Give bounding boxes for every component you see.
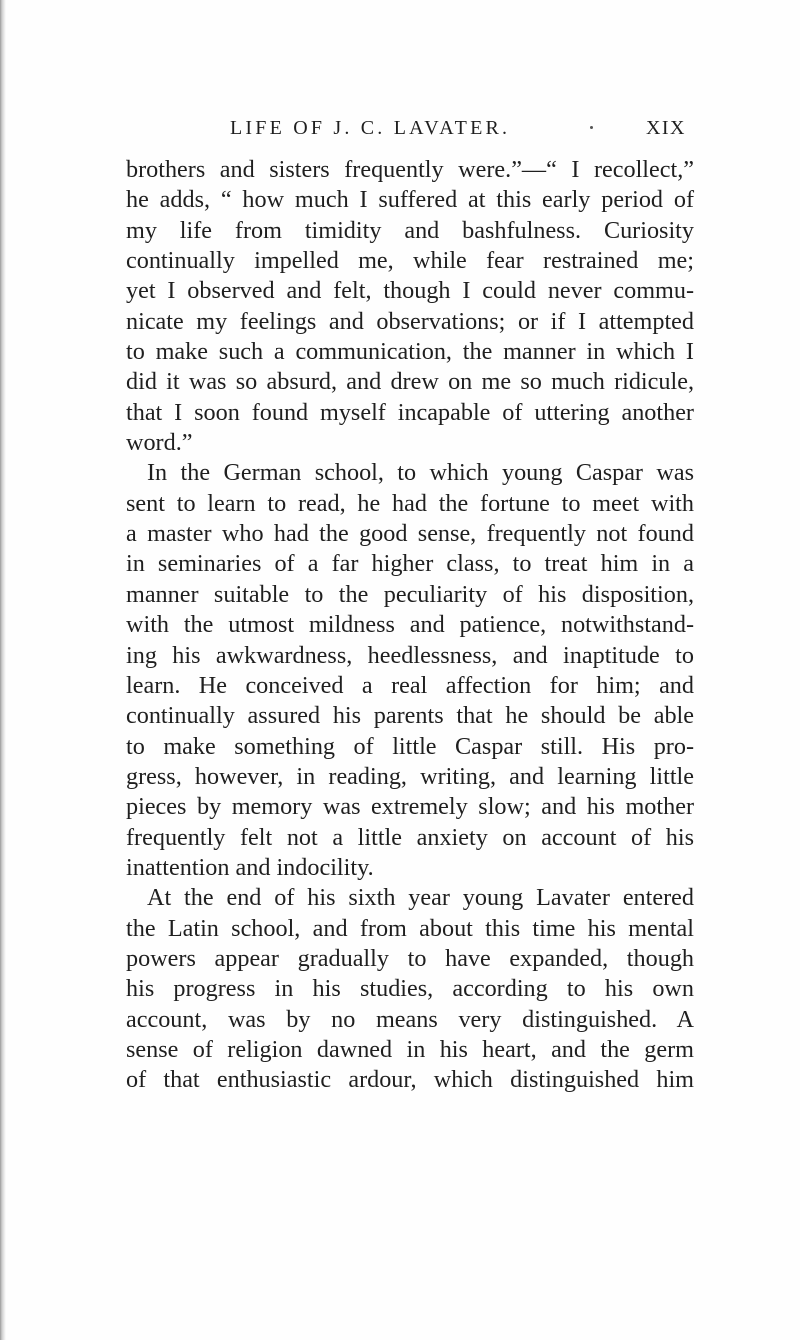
text-line: powers appear gradually to have expanded, though: [126, 944, 694, 972]
text-line: brothers and sisters frequently were.”—“ I recollect,”: [126, 156, 694, 183]
page-binding-edge: [0, 0, 6, 1340]
text-line: sent to learn to read, he had the fortune to meet with: [126, 489, 694, 517]
text-line: continually assured his parents that he should be able: [126, 702, 694, 730]
text-line: a master who had the good sense, frequently not found: [126, 520, 694, 548]
page-header: [230, 117, 686, 147]
text-line: manner suitable to the peculiarity of his disposition,: [126, 580, 694, 608]
header-dot: [590, 126, 593, 129]
text-line: learn. He conceived a real affection for him; and: [126, 671, 694, 699]
text-line: nicate my feelings and observations; or if I attempted: [126, 307, 694, 335]
text-line: did it was so absurd, and drew on me so much ridicule,: [126, 368, 694, 396]
page-number: XIX: [645, 117, 686, 139]
running-head: LIFE OF J. C. LAVATER.: [230, 117, 511, 139]
text-line: the Latin school, and from about this time his mental: [126, 914, 694, 942]
text-line: sense of religion dawned in his heart, and the germ: [126, 1035, 694, 1063]
text-line: yet I observed and felt, though I could never commu-: [126, 277, 694, 305]
text-line: pieces by memory was extremely slow; and his mother: [126, 793, 694, 821]
text-line: of that enthusiastic ardour, which distinguished him: [126, 1066, 694, 1094]
text-line: frequently felt not a little anxiety on account of his: [126, 823, 694, 851]
text-line: gress, however, in reading, writing, and learning little: [126, 762, 694, 790]
text-line: he adds, “ how much I suffered at this early period of: [126, 186, 694, 214]
text-line: ing his awkwardness, heedlessness, and inaptitude to: [126, 641, 694, 669]
text-line: account, was by no means very distinguished. A: [126, 1005, 694, 1033]
text-line: word.”: [126, 429, 193, 457]
text-line: his progress in his studies, according to his own: [126, 975, 694, 1003]
paragraph-start: In the German school, to which young Caspar was: [147, 459, 694, 487]
body-text: [126, 155, 694, 1096]
text-line: inattention and indocility.: [126, 853, 374, 881]
text-line: my life from timidity and bashfulness. Curiosity: [126, 216, 694, 244]
text-line: continually impelled me, while fear restrained me;: [126, 247, 694, 275]
text-line: to make such a communication, the manner in which I: [126, 338, 694, 366]
paragraph-start: At the end of his sixth year young Lavater entered: [147, 884, 694, 912]
text-line: with the utmost mildness and patience, notwithstand-: [126, 611, 694, 639]
text-line: to make something of little Caspar still. His pro-: [126, 732, 694, 760]
text-line: that I soon found myself incapable of uttering another: [126, 398, 694, 426]
text-line: in seminaries of a far higher class, to treat him in a: [126, 550, 694, 578]
